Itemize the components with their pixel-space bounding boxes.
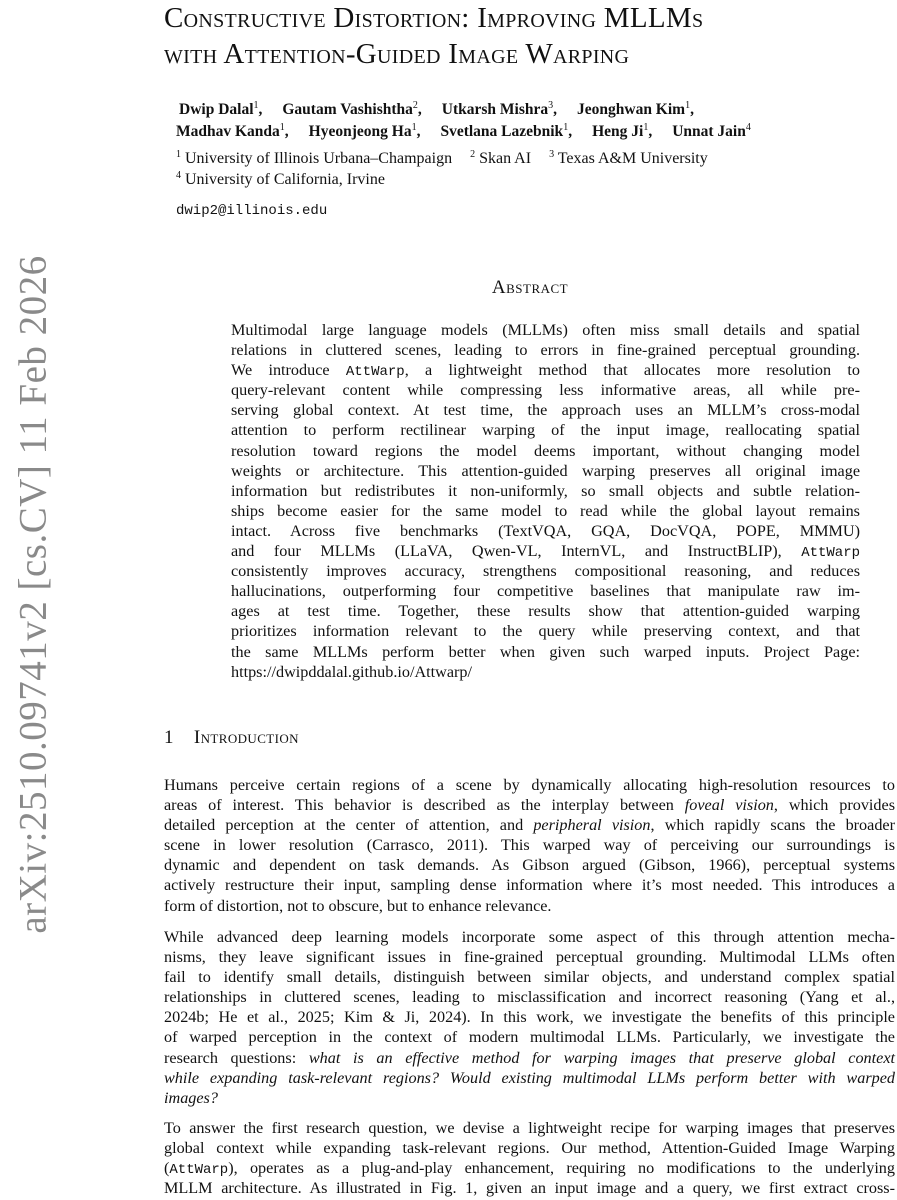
affiliation-list [176, 148, 876, 190]
text-line: detailed perception at the center of attention, and peripheral vision, which rapidly scans the broader [164, 816, 895, 835]
affiliation-marker: 1 [253, 100, 259, 111]
text-line: global context while expanding task-relevant regions. Our method, Attention-Guided Image Warping [164, 1139, 895, 1158]
text-line: fail to identify small details, distinguish between similar objects, and understand complex spatial [164, 968, 895, 987]
author-name: Heng Ji$^1$, [592, 122, 653, 140]
method-name: AttWarp [345, 364, 405, 381]
abstract-body [231, 320, 860, 682]
affiliation: $^3$ Texas A&M University [549, 149, 708, 167]
text-line: weights or architecture. This attention-guided warping preserves all original image [231, 461, 860, 480]
text-line: dynamic and dependent on task demands. As Gibson argued (Gibson, 1966), perceptual systems [164, 856, 895, 875]
title-line-1: Constructive Distortion: Improving MLLMs [164, 2, 704, 34]
method-name: AttWarp [801, 545, 860, 562]
author-name-text: Gautam Vashishtha [282, 101, 413, 118]
text-line: ships become easier for the same model to read while the global layout remains [231, 501, 860, 520]
text-line: Humans perceive certain regions of a scene by dynamically allocating high-resolution resources to [164, 776, 895, 794]
author-name: Dwip Dalal$^1$, [179, 100, 263, 118]
author-name-text: Utkarsh Mishra [441, 101, 549, 118]
author-name: Madhav Kanda$^1$, [176, 122, 289, 140]
text-line: ages at test time. Together, these results show that attention-guided warping [231, 602, 860, 621]
text-line: areas of interest. This behavior is described as the interplay between foveal vision, which provides [164, 796, 896, 815]
emphasis: peripheral vision [533, 816, 651, 835]
author-name-text: Madhav Kanda [176, 123, 280, 140]
affiliation-marker: 1 [563, 122, 569, 133]
text-line: research questions: what is an effective method for warping images that preserve global context [164, 1048, 895, 1067]
author-name-text: Dwip Dalal [179, 101, 254, 118]
author-name: Utkarsh Mishra$^3$, [441, 100, 557, 118]
section-title: Introduction [193, 727, 299, 748]
text-line: We introduce AttWarp, a lightweight method that allocates more resolution to [231, 361, 861, 381]
intro-paragraph-2 [164, 927, 895, 1108]
title-line-2: with Attention-Guided Image Warping [164, 38, 630, 70]
text-line: To answer the first research question, we devise a lightweight recipe for warping images that preserves [164, 1119, 895, 1137]
arxiv-identifier-stamp [8, 254, 58, 934]
emphasis: what is an effective method for warping images that preserve global context [308, 1048, 895, 1067]
text-line: hallucinations, outperforming four competitive baselines that manipulate raw im- [231, 582, 860, 601]
text-line: serving global context. At test time, the approach uses an MLLM’s cross-modal [231, 401, 860, 420]
text-line: consistently improves accuracy, strengthens compositional reasoning, and reduces [231, 562, 860, 581]
text-line: and four MLLMs (LLaVA, Qwen-VL, InternVL, and InstructBLIP), AttWarp [231, 542, 860, 562]
author-name-text: Jeonghwan Kim [577, 101, 686, 118]
author-row-1 [176, 99, 876, 121]
author-name: Gautam Vashishtha$^2$, [282, 100, 422, 118]
text-line: intact. Across five benchmarks (TextVQA, GQA, DocVQA, POPE, MMMU) [231, 521, 860, 540]
paper-title [164, 0, 894, 72]
contact-email[interactable]: dwip2@illinois.edu [176, 203, 328, 219]
section-number: 1 [164, 727, 174, 748]
text-line: While advanced deep learning models incorporate some aspect of this through attention mecha- [164, 928, 895, 946]
emphasis: images? [164, 1088, 218, 1107]
text-line: scene in lower resolution (Carrasco, 2011). This warped way of perceiving our surroundings is [164, 836, 895, 855]
text-line: attention to perform rectilinear warping of the input image, reallocating spatial [231, 421, 860, 440]
intro-paragraph-1 [164, 775, 895, 916]
author-name: Jeonghwan Kim$^1$, [577, 100, 694, 118]
text-line: query-relevant content while compressing less informative areas, all while pre- [231, 381, 860, 400]
affiliation-marker: 1 [685, 100, 691, 111]
affiliation: $^2$ Skan AI [470, 149, 532, 167]
emphasis: while expanding task-relevant regions? Would existing multimodal LLMs perform better with warped [164, 1068, 895, 1087]
text-line: Multimodal large language models (MLLMs) often miss small details and spatial [231, 321, 860, 339]
affiliation-marker: 2 [412, 100, 418, 111]
abstract-heading: Abstract [491, 277, 569, 298]
text-line: the same MLLMs perform better when given such warped inputs. Project Page: [231, 642, 860, 661]
author-list [176, 99, 876, 143]
author-name [672, 123, 751, 140]
affiliation-marker: 3 [548, 100, 554, 111]
affiliation-number: 2 [470, 149, 476, 160]
text-line: resolution toward regions the model deems important, without changing model [231, 441, 860, 460]
affiliation-marker: 1 [643, 122, 649, 133]
affiliation-row-2 [176, 169, 876, 190]
intro-paragraph-3 [164, 1118, 895, 1198]
arxiv-id-text: arXiv:2510.09741v2 [cs.CV] 11 Feb 2026 [11, 254, 55, 934]
project-page-link[interactable]: https://dwipddalal.github.io/Attwarp/ [231, 662, 472, 681]
affiliation: $^1$ University of Illinois Urbana–Champaign [176, 149, 453, 167]
text-line: MLLM architecture. As illustrated in Fig. 1, given an input image and a query, we first extract cross- [164, 1179, 895, 1198]
author-name-text: Hyeonjeong Ha [308, 123, 412, 140]
affiliation: $^4$ University of California, Irvine [176, 170, 385, 188]
author-name: Svetlana Lazebnik$^1$, [440, 122, 573, 140]
author-name-text: Svetlana Lazebnik [440, 123, 564, 140]
section-heading-introduction [164, 727, 299, 749]
affiliation-marker: 1 [411, 122, 417, 133]
text-line: relationships in cluttered scenes, leading to misclassification and incorrect reasoning (Yang et al., [164, 988, 895, 1007]
text-line: of warped perception in the context of modern multimodal LLMs. Particularly, we investigate the [164, 1028, 895, 1047]
text-line: 2024b; He et al., 2025; Kim & Ji, 2024). In this work, we investigate the benefits of this principle [164, 1008, 895, 1027]
affiliation-marker: 1 [279, 122, 285, 133]
text-line: relations in cluttered scenes, leading to errors in fine-grained perceptual grounding. [231, 341, 860, 360]
author-name: Hyeonjeong Ha$^1$, [308, 122, 421, 140]
affiliation-number: 4 [176, 170, 181, 181]
author-name-text: Unnat Jain [672, 123, 746, 140]
author-name-text: Heng Ji [592, 123, 644, 140]
text-line: nisms, they leave significant issues in fine-grained perceptual grounding. Multimodal LLMs often [164, 948, 895, 967]
affiliation-number: 3 [549, 149, 555, 160]
affiliation-marker: 4 [745, 122, 751, 133]
text-line [164, 1088, 895, 1108]
author-row-2 [176, 121, 876, 143]
text-line: form of distortion, not to obscure, but to enhance relevance. [164, 896, 552, 915]
emphasis: foveal vision [684, 796, 774, 815]
text-line: prioritizes information relevant to the query while preserving context, and that [231, 622, 860, 641]
affiliation-row-1 [176, 148, 876, 169]
text-line: (AttWarp), operates as a plug-and-play enhancement, requiring no modifications to the underlying [164, 1159, 895, 1179]
text-line: actively restructure their input, sampling dense information where it’s most needed. This introduces a [164, 876, 895, 895]
text-line: information but redistributes it non-uniformly, so small objects and subtle relation- [231, 481, 860, 500]
text-line [164, 1068, 895, 1088]
affiliation-number: 1 [176, 149, 181, 160]
method-name: AttWarp [169, 1162, 229, 1179]
